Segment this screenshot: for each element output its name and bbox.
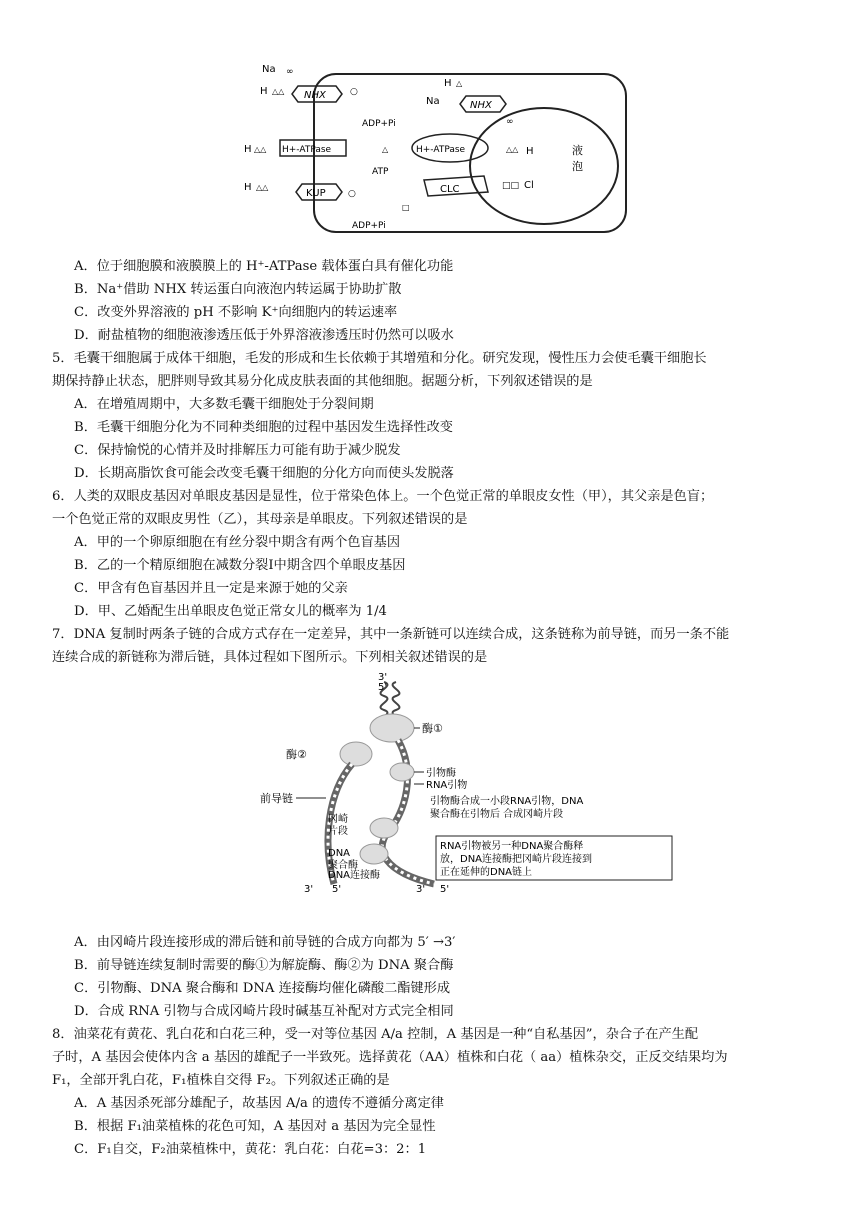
svg-text:Cl: Cl [524, 180, 534, 191]
svg-text:NHX: NHX [304, 90, 326, 101]
svg-text:RNA引物被另一种DNA聚合酶释: RNA引物被另一种DNA聚合酶释 [440, 841, 584, 852]
q6-stem-2: 一个色觉正常的双眼皮男性（乙），其母亲是单眼皮。下列叙述错误的是 [52, 512, 468, 527]
svg-text:DNA: DNA [328, 848, 351, 859]
q4-option-d: D．耐盐植物的细胞液渗透压低于外界溶液渗透压时仍然可以吸水 [74, 328, 454, 343]
q4-option-a: A．位于细胞膜和液膜膜上的 H⁺-ATPase 载体蛋白具有催化功能 [74, 259, 454, 274]
svg-text:聚合酶: 聚合酶 [328, 860, 358, 871]
q5-option-b: B．毛囊干细胞分化为不同种类细胞的过程中基因发生选择性改变 [74, 420, 453, 435]
q8-stem-3: F₁，全部开乳白花，F₁植株自交得 F₂。下列叙述正确的是 [52, 1073, 390, 1088]
svg-text:ADP+Pi: ADP+Pi [352, 221, 386, 231]
svg-text:△: △ [456, 79, 463, 88]
svg-text:KUP: KUP [306, 188, 326, 199]
svg-text:RNA引物: RNA引物 [426, 780, 468, 791]
q7-option-d: D．合成 RNA 引物与合成冈崎片段时碱基互补配对方式完全相同 [74, 1004, 454, 1019]
svg-text:△: △ [382, 145, 389, 154]
q7-option-c: C．引物酶、DNA 聚合酶和 DNA 连接酶均催化磷酸二酯键形成 [74, 981, 451, 996]
svg-text:5': 5' [332, 884, 342, 895]
h-atpase-tonoplast [412, 134, 488, 162]
svg-text:3': 3' [378, 672, 388, 683]
nhx-transporter-vacuole [460, 96, 506, 112]
q6-option-c: C．甲含有色盲基因并且一定是来源于她的父亲 [74, 581, 348, 596]
q7-stem-2: 连续合成的新链称为滞后链，具体过程如下图所示。下列相关叙述错误的是 [52, 650, 488, 665]
svg-text:H: H [244, 182, 252, 193]
svg-text:□□: □□ [502, 181, 520, 191]
svg-text:DNA连接酶: DNA连接酶 [328, 870, 381, 881]
svg-text:△△: △△ [272, 87, 285, 96]
q8-stem-2: 子时，A 基因会使体内含 a 基因的雄配子一半致死。选择黄花（AA）植株和白花（ aa）植株杂交，正反交结果均为 [52, 1050, 728, 1065]
svg-text:聚合酶在引物后 合成冈崎片段: 聚合酶在引物后 合成冈崎片段 [430, 809, 564, 820]
q6-option-b: B．乙的一个精原细胞在减数分裂Ⅰ中期含四个单眼皮基因 [74, 558, 406, 573]
q5-option-d: D．长期高脂饮食可能会改变毛囊干细胞的分化方向而使头发脱落 [74, 466, 454, 481]
svg-text:酶②: 酶② [286, 748, 307, 761]
svg-text:H: H [444, 78, 452, 89]
q5-stem-1: 5．毛囊干细胞属于成体干细胞，毛发的形成和生长依赖于其增殖和分化。研究发现，慢性压力会使毛囊干细胞长 [52, 351, 707, 366]
q7-stem-1: 7．DNA 复制时两条子链的合成方式存在一定差异，其中一条新链可以连续合成，这条链称为前导链，而另一条不能 [52, 627, 730, 642]
svg-text:CLC: CLC [440, 184, 460, 195]
q7-option-a: A．由冈崎片段连接形成的滞后链和前导链的合成方向都为 5′ →3′ [74, 935, 456, 950]
kup-transporter [296, 184, 342, 200]
svg-text:泡: 泡 [572, 160, 583, 173]
q8-option-a: A．A 基因杀死部分雄配子，故基因 A/a 的遗传不遵循分离定律 [74, 1096, 444, 1111]
svg-text:5': 5' [440, 884, 450, 895]
na-label: Na [262, 64, 276, 75]
svg-text:5': 5' [378, 682, 388, 693]
svg-text:○: ○ [350, 87, 358, 97]
svg-text:△△: △△ [256, 183, 269, 192]
svg-text:∞: ∞ [506, 117, 514, 127]
svg-text:引物酶合成一小段RNA引物，DNA: 引物酶合成一小段RNA引物，DNA [430, 796, 584, 807]
svg-text:△△: △△ [254, 145, 267, 154]
svg-text:冈崎: 冈崎 [328, 814, 348, 825]
svg-text:H+-ATPase: H+-ATPase [416, 145, 466, 155]
svg-text:△△: △△ [506, 145, 519, 154]
q8-option-b: B．根据 F₁油菜植株的花色可知，A 基因对 a 基因为完全显性 [74, 1119, 436, 1134]
svg-text:H+-ATPase: H+-ATPase [282, 145, 332, 155]
svg-text:ATP: ATP [372, 167, 389, 177]
q4-option-c: C．改变外界溶液的 pH 不影响 K⁺向细胞内的转运速率 [74, 305, 398, 320]
q7-option-b: B．前导链连续复制时需要的酶①为解旋酶、酶②为 DNA 聚合酶 [74, 958, 454, 973]
svg-text:Na: Na [426, 96, 440, 107]
q6-option-d: D．甲、乙婚配生出单眼皮色觉正常女儿的概率为 1/4 [74, 604, 387, 619]
q5-option-a: A．在增殖周期中，大多数毛囊干细胞处于分裂间期 [74, 397, 374, 412]
q5-stem-2: 期保持静止状态，肥胖则导致其易分化成皮肤表面的其他细胞。据题分析，下列叙述错误的是 [52, 374, 593, 389]
svg-text:NHX: NHX [470, 100, 492, 111]
q8-option-c: C．F₁自交，F₂油菜植株中，黄花：乳白花：白花=3：2：1 [74, 1142, 427, 1157]
svg-text:片段: 片段 [328, 826, 348, 837]
cell-transport-diagram [244, 56, 636, 234]
nhx-transporter-outer [292, 86, 342, 102]
svg-text:前导链: 前导链 [260, 792, 293, 805]
svg-text:H: H [526, 146, 534, 157]
q4-option-b: B．Na⁺借助 NHX 转运蛋白向液泡内转运属于协助扩散 [74, 282, 402, 297]
svg-text:液: 液 [572, 144, 583, 157]
q5-option-c: C．保持愉悦的心情并及时排解压力可能有助于减少脱发 [74, 443, 401, 458]
dna-replication-diagram [256, 672, 676, 898]
clc-transporter [424, 176, 488, 196]
svg-text:H: H [244, 144, 252, 155]
svg-text:∞: ∞ [286, 67, 294, 77]
h-label: H [260, 86, 268, 97]
q6-stem-1: 6．人类的双眼皮基因对单眼皮基因是显性，位于常染色体上。一个色觉正常的单眼皮女性（甲），其父亲是色盲； [52, 489, 714, 504]
svg-text:□: □ [402, 203, 410, 212]
svg-text:3': 3' [304, 884, 314, 895]
svg-text:放，DNA连接酶把冈崎片段连接到: 放，DNA连接酶把冈崎片段连接到 [440, 854, 593, 865]
svg-text:ADP+Pi: ADP+Pi [362, 119, 396, 129]
svg-text:酶①: 酶① [422, 722, 443, 735]
q6-option-a: A．甲的一个卵原细胞在有丝分裂中期含有两个色盲基因 [74, 535, 401, 550]
q8-stem-1: 8．油菜花有黄花、乳白花和白花三种，受一对等位基因 A/a 控制，A 基因是一种“自私基因”，杂合子在产生配 [52, 1027, 699, 1042]
svg-text:○: ○ [348, 189, 356, 199]
svg-text:正在延伸的DNA链上: 正在延伸的DNA链上 [440, 867, 533, 878]
svg-text:3': 3' [416, 884, 426, 895]
svg-text:引物酶: 引物酶 [426, 768, 456, 779]
